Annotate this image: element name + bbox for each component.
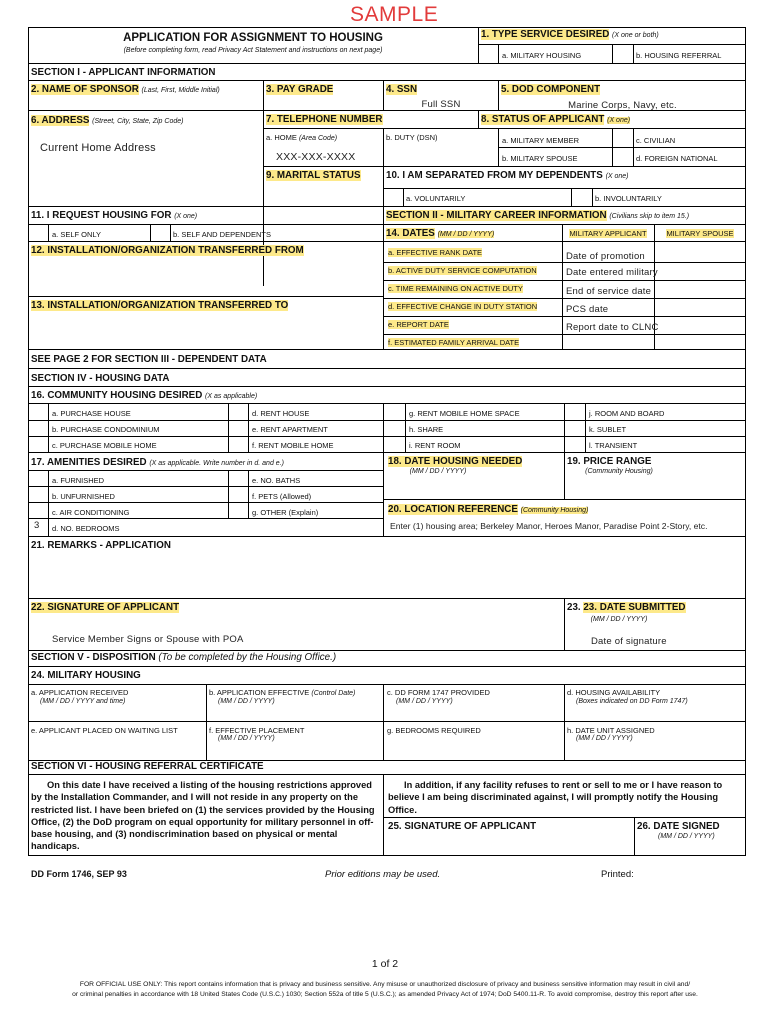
effective-placement-hint: (MM / DD / YYYY) [218,735,275,742]
waiting-list-label: e. APPLICANT PLACED ON WAITING LIST [31,726,178,735]
status-military-member-option[interactable]: a. MILITARY MEMBER [502,136,580,145]
ssn-value[interactable]: Full SSN [421,99,461,110]
applicant-signature-label: 22. SIGNATURE OF APPLICANT [31,602,180,613]
remarks-input[interactable] [30,552,744,596]
price-range-label: 19. PRICE RANGE [567,456,652,467]
section-1-title: SECTION I - APPLICANT INFORMATION [31,67,216,78]
pets-allowed-option[interactable]: f. PETS (Allowed) [252,492,312,501]
printed-label: Printed: [601,869,634,880]
separated-label: 10. I AM SEPARATED FROM MY DEPENDENTS [386,170,603,181]
transferred-to-label: 13. INSTALLATION/ORGANIZATION TRANSFERRED TO [31,300,289,311]
col-military-applicant: MILITARY APPLICANT [569,229,647,238]
self-only-option[interactable]: a. SELF ONLY [52,230,102,239]
rent-house-option[interactable]: d. RENT HOUSE [252,409,310,418]
date-submitted-num: 23. [567,602,581,613]
no-bedrooms-option[interactable]: d. NO. BEDROOMS [52,524,120,533]
date-submitted-label: 23. DATE SUBMITTED [583,602,686,613]
page-number: 1 of 2 [371,958,399,970]
date-submitted-value[interactable]: Date of signature [591,636,667,647]
date-unit-assigned-hint: (MM / DD / YYYY) [576,735,633,742]
marital-status-label: 9. MARITAL STATUS [266,170,361,181]
date-row-d-label: d. EFFECTIVE CHANGE IN DUTY STATION [388,302,538,311]
certificate-right-text: In addition, if any facility refuses to rent or sell to me or I have reason to believe I am being discriminated against, I will promptly notify the Housing Office. [388,780,723,815]
home-phone-label: a. HOME [266,133,297,142]
rent-mobile-home-space-option[interactable]: g. RENT MOBILE HOME SPACE [409,409,520,418]
date-row-b-value[interactable]: Date entered military [566,267,658,278]
certificate-left-text: On this date I have received a listing of the housing restrictions approved by the Installation Commander, and I will not reside in any property on the restricted list. I have been briefed on (1) the services provided by the Housing Office, (2) the DoD program on equal opportunity for military personnel in off-base housing, and (3) nondiscrimination based on physical or mental handicaps. [31,780,375,852]
transient-option[interactable]: l. TRANSIENT [589,441,638,450]
date-row-c-value[interactable]: End of service date [566,286,652,297]
military-housing-label: 24. MILITARY HOUSING [31,670,141,681]
dd1747-label: c. DD FORM 1747 PROVIDED [387,688,490,697]
section-5-title: SECTION V - DISPOSITION [31,652,156,663]
ssn-label: 4. SSN [386,84,418,95]
fouo-line-2: or criminal penalties in accordance with 18 United States Code (U.S.C.) 1030; Section 552a of title 5 (U.S.C.); as amended Privacy Act of 1974; DoD 5400.11-R. To avoid compromise, destroy this report after use. [72,991,698,998]
fouo-line-1: FOR OFFICIAL USE ONLY: This report contains information that is privacy and business sensitive. Any misuse or unauthorized disclosure of privacy and business sensitive information may result in civil and/ [79,981,691,988]
section-5-hint: (To be completed by the Housing Office.) [158,652,337,663]
dod-component-label: 5. DOD COMPONENT [501,84,601,95]
separated-hint: (X one) [605,173,629,180]
date-submitted-hint: (MM / DD / YYYY) [590,616,648,623]
dod-component-value[interactable]: Marine Corps, Navy, etc. [568,100,677,111]
address-value[interactable]: Current Home Address [40,142,156,154]
app-effective-hint: (MM / DD / YYYY) [218,698,275,705]
date-signed-hint: (MM / DD / YYYY) [658,833,715,840]
request-housing-label: 11. I REQUEST HOUSING FOR [31,210,172,221]
separated-involuntarily-option[interactable]: b. INVOLUNTARILY [595,194,662,203]
bedrooms-required-label: g. BEDROOMS REQUIRED [387,726,481,735]
furnished-option[interactable]: a. FURNISHED [52,476,105,485]
status-civilian-option[interactable]: c. CIVILIAN [636,136,676,145]
applicant-signature-value[interactable]: Service Member Signs or Spouse with POA [52,634,244,645]
date-needed-hint: (MM / DD / YYYY) [409,468,467,475]
section-6-title: SECTION VI - HOUSING REFERRAL CERTIFICATE [31,761,264,772]
type-military-housing-option[interactable]: a. MILITARY HOUSING [502,51,582,60]
housing-availability-hint: (Boxes indicated on DD Form 1747) [576,698,688,705]
remarks-label: 21. REMARKS - APPLICATION [31,540,171,551]
date-row-e-value[interactable]: Report date to CLNC [566,322,659,333]
date-row-e-label: e. REPORT DATE [388,320,449,329]
type-housing-referral-option[interactable]: b. HOUSING REFERRAL [636,51,722,60]
form-id: DD Form 1746, SEP 93 [31,869,127,879]
section-2-hint: (Civilians skip to item 15.) [609,213,690,220]
dates-label: 14. DATES [386,228,435,239]
sponsor-name-hint: (Last, First, Middle Initial) [141,87,220,94]
dd1747-hint: (MM / DD / YYYY) [396,698,453,705]
form-subtitle: (Before completing form, read Privacy Act Statement and instructions on next page) [123,47,383,54]
date-row-f-label: f. ESTIMATED FAMILY ARRIVAL DATE [388,338,520,347]
form-title: APPLICATION FOR ASSIGNMENT TO HOUSING [123,32,383,44]
app-effective-control: (Control Date) [311,690,356,697]
home-phone-value[interactable]: XXX-XXX-XXXX [276,151,356,163]
status-applicant-label: 8. STATUS OF APPLICANT [481,114,605,125]
rent-apartment-option[interactable]: e. RENT APARTMENT [252,425,328,434]
transferred-from-label: 12. INSTALLATION/ORGANIZATION TRANSFERRED FROM [31,245,304,256]
status-applicant-hint: (X one) [607,117,631,124]
unfurnished-option[interactable]: b. UNFURNISHED [52,492,115,501]
date-row-d-value[interactable]: PCS date [566,304,609,315]
effective-placement-label: f. EFFECTIVE PLACEMENT [209,726,305,735]
no-bedrooms-value[interactable]: 3 [34,520,40,531]
status-military-spouse-option[interactable]: b. MILITARY SPOUSE [502,154,578,163]
self-and-dependents-option[interactable]: b. SELF AND DEPENDENTS [173,230,271,239]
date-row-b-label: b. ACTIVE DUTY SERVICE COMPUTATION [388,266,537,275]
room-and-board-option[interactable]: j. ROOM AND BOARD [589,409,665,418]
request-housing-hint: (X one) [174,213,198,220]
date-unit-assigned-label: h. DATE UNIT ASSIGNED [567,726,655,735]
cert-signature-label: 25. SIGNATURE OF APPLICANT [388,821,537,832]
col-military-spouse: MILITARY SPOUSE [666,229,734,238]
share-option[interactable]: h. SHARE [409,425,444,434]
date-row-a-value[interactable]: Date of promotion [566,251,645,262]
section-4-title: SECTION IV - HOUSING DATA [31,373,170,384]
pay-grade-label: 3. PAY GRADE [266,84,334,95]
air-conditioning-option[interactable]: c. AIR CONDITIONING [52,508,130,517]
amenities-hint: (X as applicable. Write number in d. and e.) [149,460,284,467]
type-service-hint: (X one or both) [612,32,659,39]
home-phone-hint: (Area Code) [298,135,338,142]
purchase-mobile-home-option[interactable]: c. PURCHASE MOBILE HOME [52,441,157,450]
app-received-hint: (MM / DD / YYYY and time) [40,698,126,705]
community-housing-hint: (X as applicable) [205,393,258,400]
location-reference-label: 20. LOCATION REFERENCE [388,504,518,515]
date-signed-label: 26. DATE SIGNED [637,821,720,832]
other-explain-option[interactable]: g. OTHER (Explain) [252,508,319,517]
prior-editions: Prior editions may be used. [325,869,441,880]
type-service-label: 1. TYPE SERVICE DESIRED [481,29,610,40]
community-housing-label: 16. COMMUNITY HOUSING DESIRED [31,390,203,401]
address-hint: (Street, City, State, Zip Code) [92,118,184,125]
purchase-house-option[interactable]: a. PURCHASE HOUSE [52,409,131,418]
sample-watermark: SAMPLE [350,3,439,26]
amenities-label: 17. AMENITIES DESIRED [31,457,147,468]
location-reference-hint: (Community Housing) [520,507,589,514]
section-3-title: SEE PAGE 2 FOR SECTION III - DEPENDENT DATA [31,354,267,365]
section-2-title: SECTION II - MILITARY CAREER INFORMATION [386,210,607,221]
price-range-hint: (Community Housing) [585,468,653,475]
separated-voluntarily-option[interactable]: a. VOLUNTARILY [406,194,466,203]
rent-room-option[interactable]: i. RENT ROOM [409,441,461,450]
rent-mobile-home-option[interactable]: f. RENT MOBILE HOME [252,441,334,450]
dates-hint: (MM / DD / YYYY) [437,231,495,238]
sponsor-name-label: 2. NAME OF SPONSOR [31,84,139,95]
date-needed-label: 18. DATE HOUSING NEEDED [388,456,523,467]
duty-phone-label: b. DUTY (DSN) [386,133,438,142]
app-received-label: a. APPLICATION RECEIVED [31,688,129,697]
date-row-a-label: a. EFFECTIVE RANK DATE [388,248,483,257]
telephone-label: 7. TELEPHONE NUMBER [266,114,383,125]
status-foreign-national-option[interactable]: d. FOREIGN NATIONAL [636,154,718,163]
no-baths-option[interactable]: e. NO. BATHS [252,476,301,485]
location-reference-value[interactable]: Enter (1) housing area; Berkeley Manor, Heroes Manor, Paradise Point 2-Story, etc. [390,521,708,531]
date-row-c-label: c. TIME REMAINING ON ACTIVE DUTY [388,284,523,293]
sublet-option[interactable]: k. SUBLET [589,425,627,434]
housing-availability-label: d. HOUSING AVAILABILITY [567,688,661,697]
address-label: 6. ADDRESS [31,115,90,126]
purchase-condominium-option[interactable]: b. PURCHASE CONDOMINIUM [52,425,160,434]
app-effective-label: b. APPLICATION EFFECTIVE [209,688,310,697]
